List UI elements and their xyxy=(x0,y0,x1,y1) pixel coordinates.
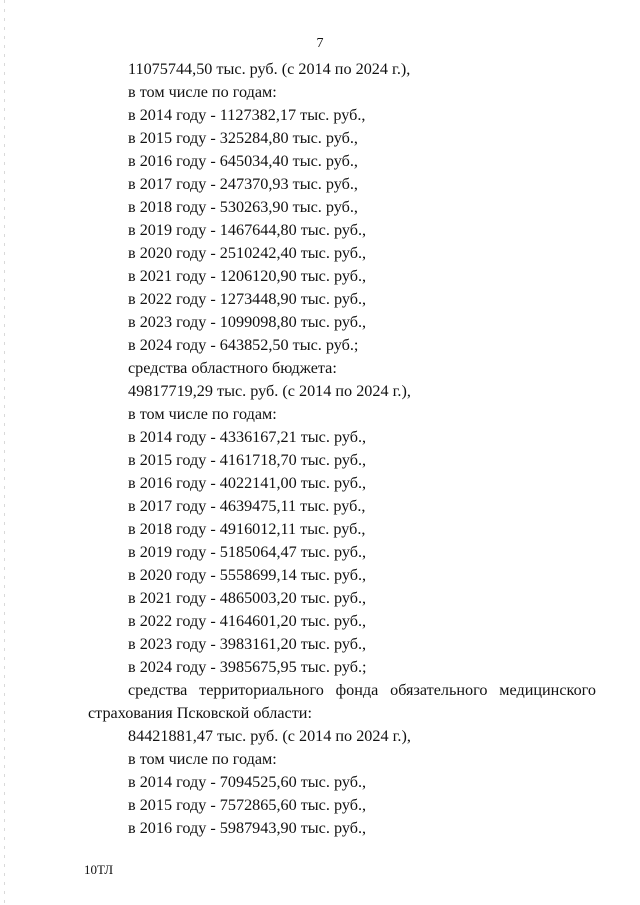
text-line: в 2017 году - 247370,93 тыс. руб., xyxy=(128,175,358,193)
text-line: в 2018 году - 4916012,11 тыс. руб., xyxy=(128,520,366,538)
scan-edge-artifact xyxy=(4,0,5,905)
text-line: в 2021 году - 4865003,20 тыс. руб., xyxy=(128,589,367,607)
text-line: в 2024 году - 3985675,95 тыс. руб.; xyxy=(128,658,367,676)
text-line: в 2014 году - 1127382,17 тыс. руб., xyxy=(128,106,366,124)
text-line: средства территориального фонда обязательного медицинского xyxy=(128,681,596,699)
text-line: в 2015 году - 325284,80 тыс. руб., xyxy=(128,129,358,147)
text-line: в 2016 году - 5987943,90 тыс. руб., xyxy=(128,819,367,837)
text-line: в 2015 году - 4161718,70 тыс. руб., xyxy=(128,451,367,469)
text-line: средства областного бюджета: xyxy=(128,359,337,377)
text-line: в 2014 году - 4336167,21 тыс. руб., xyxy=(128,428,367,446)
text-line: 84421881,47 тыс. руб. (с 2014 по 2024 г.), xyxy=(128,727,411,745)
text-line: в 2014 году - 7094525,60 тыс. руб., xyxy=(128,773,367,791)
footer-mark: 10ТЛ xyxy=(84,862,114,877)
text-line: в том числе по годам: xyxy=(128,83,277,101)
text-line: в 2015 году - 7572865,60 тыс. руб., xyxy=(128,796,367,814)
text-line: в 2018 году - 530263,90 тыс. руб., xyxy=(128,198,358,216)
text-line: в 2016 году - 4022141,00 тыс. руб., xyxy=(128,474,367,492)
text-line: 11075744,50 тыс. руб. (с 2014 по 2024 г.), xyxy=(128,60,411,78)
text-line: в 2020 году - 5558699,14 тыс. руб., xyxy=(128,566,367,584)
text-line: в 2021 году - 1206120,90 тыс. руб., xyxy=(128,267,367,285)
text-line: в 2019 году - 1467644,80 тыс. руб., xyxy=(128,221,367,239)
text-line: в 2020 году - 2510242,40 тыс. руб., xyxy=(128,244,367,262)
text-line: в том числе по годам: xyxy=(128,405,277,423)
text-line: в том числе по годам: xyxy=(128,750,277,768)
text-line: в 2023 году - 1099098,80 тыс. руб., xyxy=(128,313,367,331)
text-line: в 2022 году - 4164601,20 тыс. руб., xyxy=(128,612,367,630)
text-line: в 2017 году - 4639475,11 тыс. руб., xyxy=(128,497,366,515)
text-line: 49817719,29 тыс. руб. (с 2014 по 2024 г.), xyxy=(128,382,411,400)
text-line: в 2019 году - 5185064,47 тыс. руб., xyxy=(128,543,367,561)
text-line: страхования Псковской области: xyxy=(88,704,312,722)
document-body xyxy=(88,58,596,840)
text-line: в 2022 году - 1273448,90 тыс. руб., xyxy=(128,290,367,308)
text-line: в 2023 году - 3983161,20 тыс. руб., xyxy=(128,635,367,653)
text-line: в 2016 году - 645034,40 тыс. руб., xyxy=(128,152,358,170)
text-line: в 2024 году - 643852,50 тыс. руб.; xyxy=(128,336,359,354)
page-number: 7 xyxy=(316,36,324,51)
